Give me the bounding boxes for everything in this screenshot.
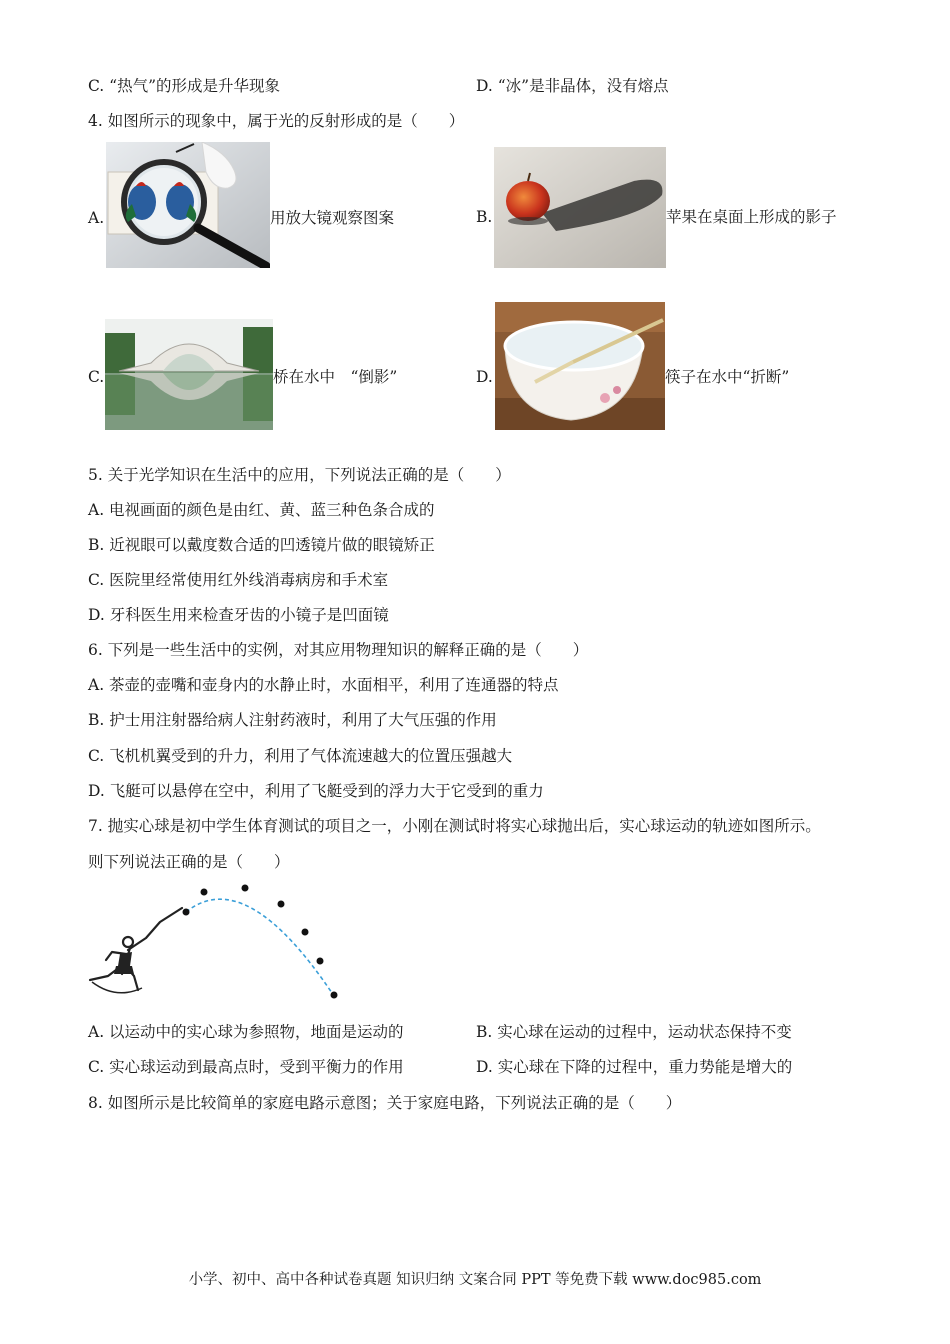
q7-option-c: C. 实心球运动到最高点时，受到平衡力的作用 xyxy=(88,1058,404,1076)
q4-option-d-letter: D. xyxy=(476,368,493,386)
q7-option-d: D. 实心球在下降的过程中，重力势能是增大的 xyxy=(476,1058,793,1076)
q7-option-b: B. 实心球在运动的过程中，运动状态保持不变 xyxy=(476,1023,792,1041)
q4-option-b-letter: B. xyxy=(476,208,493,226)
q6-option-a: A. 茶壶的壶嘴和壶身内的水静止时，水面相平，利用了连通器的特点 xyxy=(88,676,559,694)
q5-stem: 5. 关于光学知识在生活中的应用，下列说法正确的是（ ） xyxy=(88,466,511,484)
q4-option-a-caption: 用放大镜观察图案 xyxy=(270,209,395,227)
q5-option-b: B. 近视眼可以戴度数合适的凹透镜片做的眼镜矫正 xyxy=(88,536,435,554)
q7-stem-line1: 7. 抛实心球是初中学生体育测试的项目之一，小刚在测试时将实心球抛出后，实心球运动的轨迹如图所示。 xyxy=(88,817,821,835)
q4-option-a-letter: A. xyxy=(88,209,105,227)
q6-option-b: B. 护士用注射器给病人注射药液时，利用了大气压强的作用 xyxy=(88,711,497,729)
q3-option-c: C. “热气”的形成是升华现象 xyxy=(88,77,281,95)
q6-option-d: D. 飞艇可以悬停在空中，利用了飞艇受到的浮力大于它受到的重力 xyxy=(88,782,544,800)
q4-option-d-caption: 筷子在水中“折断” xyxy=(665,368,790,386)
bridge-reflection-photo xyxy=(105,319,273,430)
page-footer: 小学、初中、高中各种试卷真题 知识归纳 文案合同 PPT 等免费下载 www.doc985.com xyxy=(188,1272,762,1288)
apple-shadow-photo xyxy=(494,147,666,268)
q4-option-c-letter: C. xyxy=(88,368,105,386)
q4-stem: 4. 如图所示的现象中，属于光的反射形成的是（ ） xyxy=(88,112,465,130)
q3-option-d: D. “冰”是非晶体，没有熔点 xyxy=(476,77,669,95)
q6-option-c: C. 飞机机翼受到的升力，利用了气体流速越大的位置压强越大 xyxy=(88,747,513,765)
q6-stem: 6. 下列是一些生活中的实例，对其应用物理知识的解释正确的是（ ） xyxy=(88,641,589,659)
q5-option-a: A. 电视画面的颜色是由红、黄、蓝三种色条合成的 xyxy=(88,501,435,519)
q4-option-c-caption: 桥在水中 “倒影” xyxy=(273,368,398,386)
q4-option-b-caption: 苹果在桌面上形成的影子 xyxy=(666,208,837,226)
q7-stem-line2: 则下列说法正确的是（ ） xyxy=(88,853,290,871)
q5-option-c: C. 医院里经常使用红外线消毒病房和手术室 xyxy=(88,571,389,589)
shot-put-trajectory-figure xyxy=(86,878,348,1002)
chopstick-in-bowl-photo xyxy=(495,302,665,430)
q5-option-d: D. 牙科医生用来检查牙齿的小镜子是凹面镜 xyxy=(88,606,389,624)
q8-stem: 8. 如图所示是比较简单的家庭电路示意图；关于家庭电路，下列说法正确的是（ ） xyxy=(88,1094,682,1112)
magnifying-glass-stamps-photo xyxy=(106,142,270,268)
q7-option-a: A. 以运动中的实心球为参照物，地面是运动的 xyxy=(88,1023,404,1041)
